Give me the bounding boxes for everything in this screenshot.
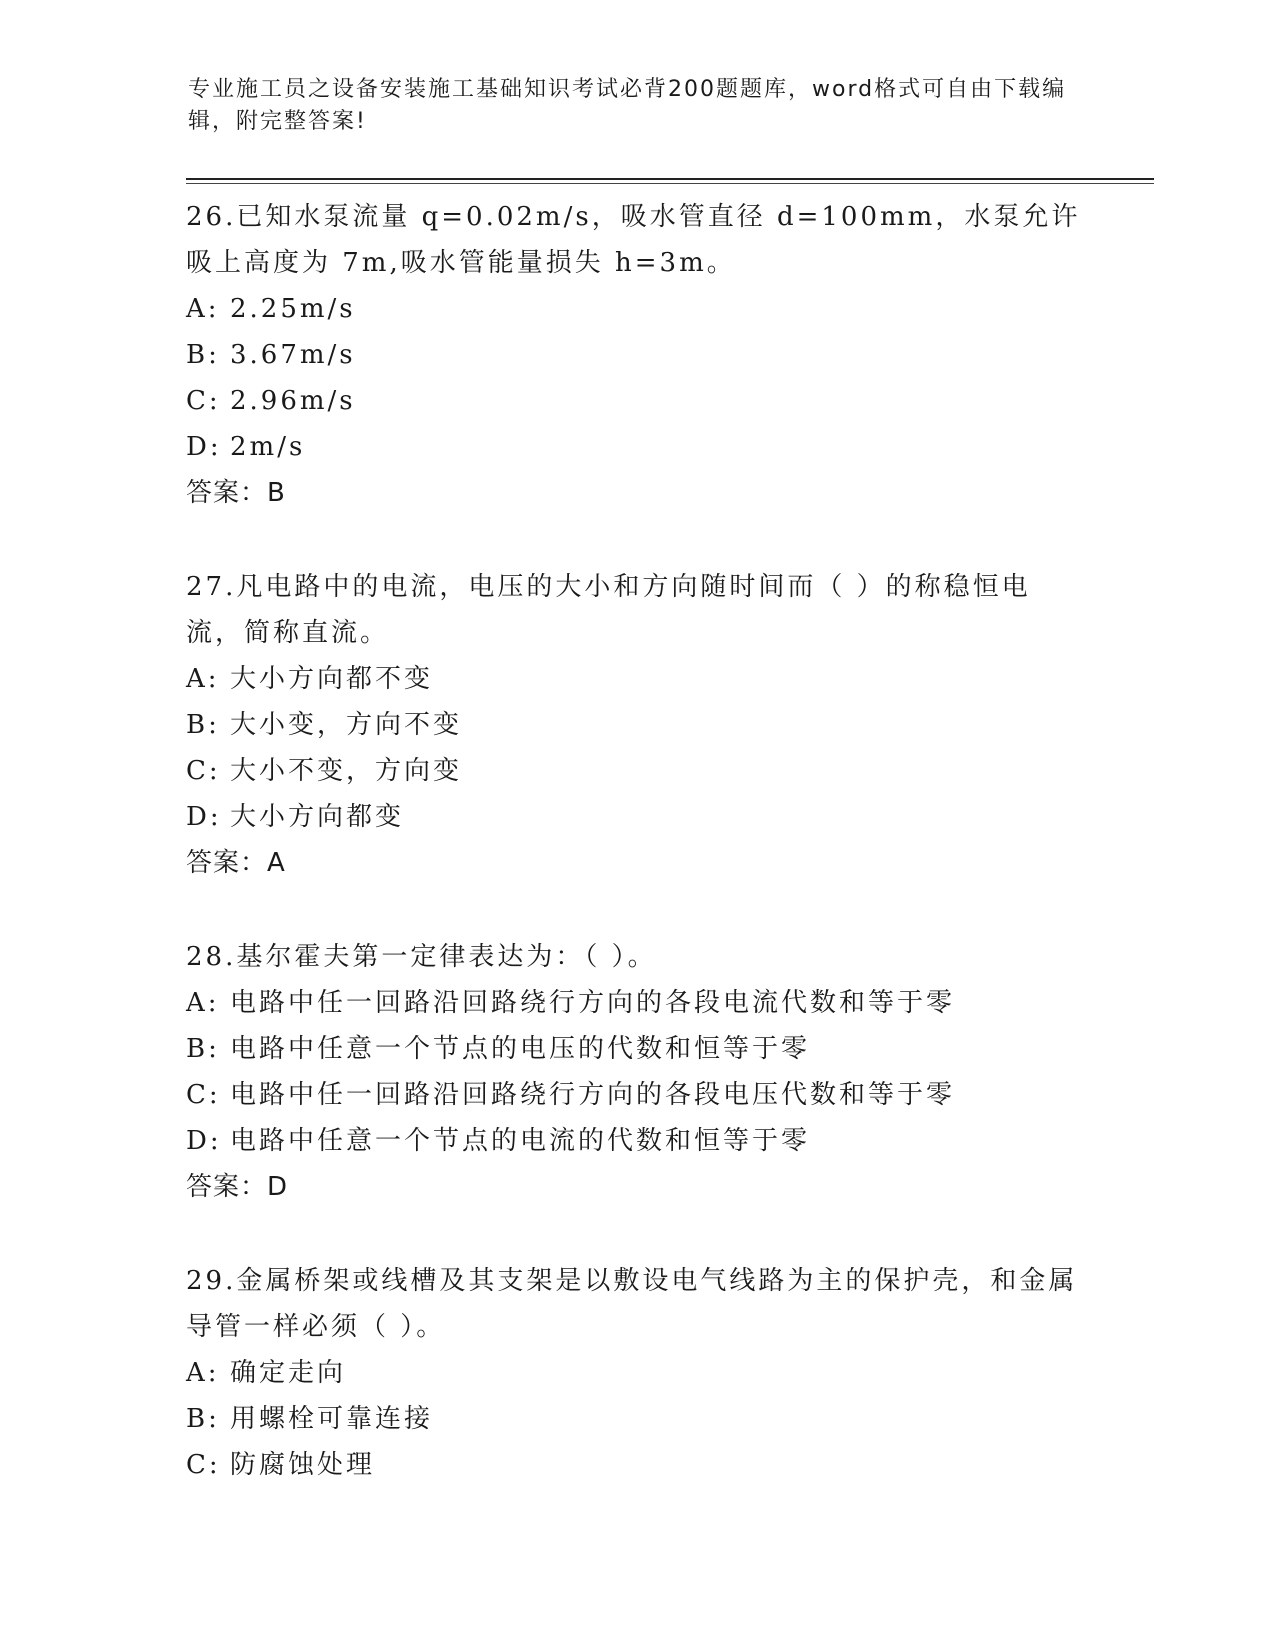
option-d [186,1118,1086,1164]
question-list [186,194,1086,1536]
option-text: 大小方向都不变 [230,664,434,694]
option-letter: A: [186,1358,220,1388]
question-text: 29.金属桥架或线槽及其支架是以敷设电气线路为主的保护壳，和金属导管一样必须（ ）。 [186,1266,1078,1342]
option-text: 用螺栓可靠连接 [230,1404,434,1434]
option-text: 防腐蚀处理 [230,1450,376,1480]
option-letter: C: [186,386,221,416]
option-c [186,378,1086,424]
option-a [186,286,1086,332]
answer-line: 答案：A [186,848,286,878]
question-26 [186,194,1086,516]
answer-line: 答案：D [186,1172,289,1202]
option-text: 大小变，方向不变 [230,710,463,740]
option-letter: B: [186,1034,220,1064]
option-letter: C: [186,1080,221,1110]
option-text: 电路中任意一个节点的电流的代数和恒等于零 [230,1126,811,1156]
option-letter: A: [186,294,220,324]
question-28 [186,934,1086,1210]
option-b [186,702,1086,748]
question-text: 27.凡电路中的电流，电压的大小和方向随时间而（ ）的称稳恒电流，简称直流。 [186,572,1031,648]
option-a [186,1350,1086,1396]
option-a [186,980,1086,1026]
option-text: 3.67m/s [230,340,356,370]
option-text: 确定走向 [230,1358,347,1388]
option-letter: C: [186,756,221,786]
option-b [186,1396,1086,1442]
option-b [186,1026,1086,1072]
question-29 [186,1258,1086,1488]
option-d [186,424,1086,470]
header-divider-thin [186,183,1154,184]
option-b [186,332,1086,378]
option-letter: B: [186,710,220,740]
document-header: 专业施工员之设备安装施工基础知识考试必背200题题库，word格式可自由下载编辑，附完整答案! [188,77,1067,134]
option-text: 2.96m/s [230,386,356,416]
option-d [186,794,1086,840]
option-text: 大小方向都变 [230,802,405,832]
option-a [186,656,1086,702]
header-divider [186,178,1154,180]
option-letter: B: [186,1404,220,1434]
option-text: 2m/s [230,432,306,462]
option-letter: D: [186,1126,222,1156]
answer-line: 答案：B [186,478,286,508]
option-text: 电路中任一回路沿回路绕行方向的各段电压代数和等于零 [230,1080,956,1110]
option-letter: D: [186,802,222,832]
option-letter: D: [186,432,222,462]
option-c [186,1442,1086,1488]
option-c [186,1072,1086,1118]
option-text: 2.25m/s [230,294,356,324]
question-text: 28.基尔霍夫第一定律表达为：（ ）。 [186,942,657,972]
option-text: 大小不变，方向变 [230,756,463,786]
option-letter: C: [186,1450,221,1480]
option-letter: B: [186,340,220,370]
option-text: 电路中任一回路沿回路绕行方向的各段电流代数和等于零 [230,988,956,1018]
option-text: 电路中任意一个节点的电压的代数和恒等于零 [230,1034,811,1064]
option-c [186,748,1086,794]
question-27 [186,564,1086,886]
option-letter: A: [186,664,220,694]
question-text: 26.已知水泵流量 q=0.02m/s，吸水管直径 d=100mm，水泵允许吸上高度为 7m,吸水管能量损失 h=3m。 [186,202,1081,278]
option-letter: A: [186,988,220,1018]
